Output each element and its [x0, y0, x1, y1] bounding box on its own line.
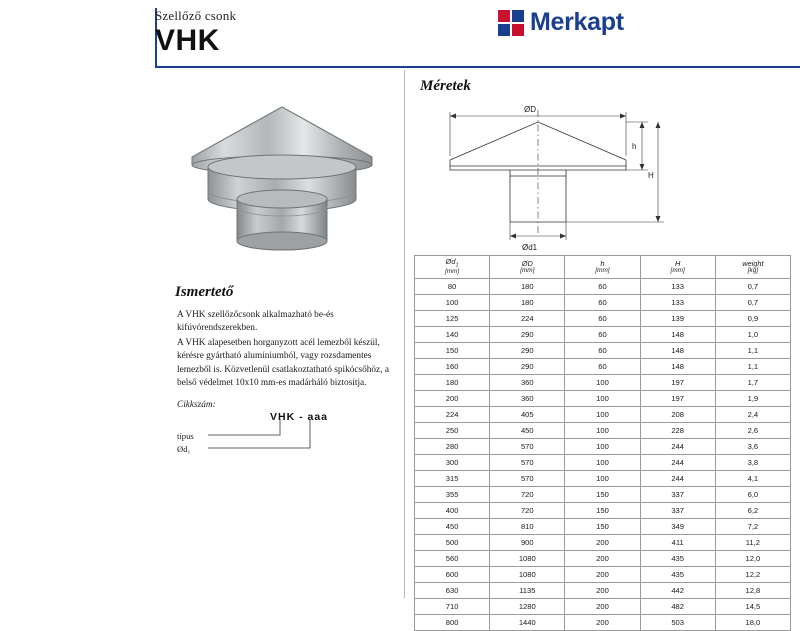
header-divider-rule [155, 66, 800, 68]
table-cell: 200 [565, 567, 640, 583]
drawing-label-H: H [648, 171, 654, 180]
column-divider [404, 70, 405, 598]
table-cell: 60 [565, 327, 640, 343]
table-cell: 360 [490, 375, 565, 391]
table-cell: 1,1 [715, 343, 790, 359]
table-cell: 150 [415, 343, 490, 359]
table-cell: 14,5 [715, 599, 790, 615]
dimensions-heading: Méretek [420, 78, 471, 94]
table-cell: 2,4 [715, 407, 790, 423]
brand-logo [498, 8, 624, 37]
table-cell: 405 [490, 407, 565, 423]
table-cell: 2,6 [715, 423, 790, 439]
table-cell: 200 [565, 551, 640, 567]
table-cell: 1,9 [715, 391, 790, 407]
page-title: VHK [155, 24, 220, 57]
table-cell: 150 [565, 519, 640, 535]
table-cell: 0,7 [715, 279, 790, 295]
table-cell: 100 [565, 375, 640, 391]
column-header-h: h [mm] [565, 256, 640, 279]
table-cell: 180 [490, 295, 565, 311]
product-subtitle: Szellőző csonk [155, 8, 237, 23]
table-cell: 160 [415, 359, 490, 375]
table-cell: 1,0 [715, 327, 790, 343]
table-cell: 337 [640, 487, 715, 503]
table-cell: 148 [640, 359, 715, 375]
table-cell: 100 [565, 391, 640, 407]
table-cell: 720 [490, 487, 565, 503]
table-row [415, 391, 791, 407]
table-cell: 435 [640, 567, 715, 583]
table-cell: 3,6 [715, 439, 790, 455]
table-cell: 18,0 [715, 615, 790, 631]
table-row [415, 519, 791, 535]
table-row [415, 599, 791, 615]
table-cell: 100 [565, 423, 640, 439]
drawing-label-od1: Ød1 [522, 243, 538, 250]
table-cell: 482 [640, 599, 715, 615]
column-header-H: H [mm] [640, 256, 715, 279]
table-cell: 244 [640, 471, 715, 487]
table-cell: 337 [640, 503, 715, 519]
table-row [415, 471, 791, 487]
technical-drawing [420, 100, 670, 250]
table-cell: 180 [415, 375, 490, 391]
table-cell: 100 [565, 407, 640, 423]
table-cell: 1,7 [715, 375, 790, 391]
table-cell: 60 [565, 311, 640, 327]
table-cell: 197 [640, 375, 715, 391]
table-cell: 60 [565, 295, 640, 311]
table-cell: 6,2 [715, 503, 790, 519]
table-cell: 290 [490, 343, 565, 359]
table-row [415, 295, 791, 311]
table-row [415, 487, 791, 503]
column-header-d1: $Ød_1$ [mm] [415, 256, 490, 279]
table-cell: 300 [415, 455, 490, 471]
table-cell: 244 [640, 439, 715, 455]
table-row [415, 567, 791, 583]
table-row [415, 551, 791, 567]
table-cell: 503 [640, 615, 715, 631]
table-cell: 1,1 [715, 359, 790, 375]
description-paragraph-1: A VHK szellőzőcsonk alkalmazható be-és kifúvórendszerekben. [177, 310, 334, 334]
table-row [415, 423, 791, 439]
table-cell: 900 [490, 535, 565, 551]
article-code-legend-type: típus [177, 431, 194, 441]
table-row [415, 455, 791, 471]
table-cell: 208 [640, 407, 715, 423]
table-cell: 450 [415, 519, 490, 535]
table-cell: 1080 [490, 567, 565, 583]
table-cell: 180 [490, 279, 565, 295]
table-cell: 290 [490, 359, 565, 375]
merkapt-mark-icon [498, 10, 524, 36]
table-cell: 80 [415, 279, 490, 295]
table-cell: 570 [490, 439, 565, 455]
table-row [415, 343, 791, 359]
table-body [415, 279, 791, 631]
table-cell: 570 [490, 455, 565, 471]
table-cell: 244 [640, 455, 715, 471]
table-cell: 1440 [490, 615, 565, 631]
table-cell: 500 [415, 535, 490, 551]
table-cell: 442 [640, 583, 715, 599]
table-cell: 250 [415, 423, 490, 439]
table-cell: 810 [490, 519, 565, 535]
table-cell: 140 [415, 327, 490, 343]
description-paragraph-2: A VHK alapesetben horganyzott acél lemezből készül, kérésre gyártható alumíniumból, vagy rozsdamentes lemezből is. Közvetlenül csatlakoztatható spikócsőhöz, a belső védelmet 10x10 mm-es madárháló biztosítja. [177, 338, 389, 389]
table-row [415, 279, 791, 295]
table-cell: 12,2 [715, 567, 790, 583]
table-cell: 6,0 [715, 487, 790, 503]
table-cell: 200 [565, 615, 640, 631]
table-cell: 200 [565, 583, 640, 599]
table-cell: 7,2 [715, 519, 790, 535]
table-row [415, 439, 791, 455]
article-code-leader-lines [170, 405, 400, 460]
table-row [415, 615, 791, 631]
table-cell: 355 [415, 487, 490, 503]
table-cell: 139 [640, 311, 715, 327]
table-cell: 197 [640, 391, 715, 407]
table-cell: 400 [415, 503, 490, 519]
table-cell: 710 [415, 599, 490, 615]
table-cell: 200 [415, 391, 490, 407]
drawing-label-h: h [632, 142, 637, 151]
table-cell: 200 [565, 599, 640, 615]
table-cell: 150 [565, 487, 640, 503]
table-cell: 11,2 [715, 535, 790, 551]
table-row [415, 359, 791, 375]
table-cell: 133 [640, 295, 715, 311]
document-header [155, 8, 800, 66]
table-cell: 150 [565, 503, 640, 519]
table-cell: 4,1 [715, 471, 790, 487]
table-cell: 1135 [490, 583, 565, 599]
table-cell: 411 [640, 535, 715, 551]
table-cell: 1080 [490, 551, 565, 567]
table-cell: 125 [415, 311, 490, 327]
table-cell: 228 [640, 423, 715, 439]
table-cell: 60 [565, 279, 640, 295]
table-cell: 280 [415, 439, 490, 455]
table-cell: 148 [640, 343, 715, 359]
table-row [415, 583, 791, 599]
table-row [415, 375, 791, 391]
table-cell: 12,0 [715, 551, 790, 567]
table-cell: 600 [415, 567, 490, 583]
table-cell: 360 [490, 391, 565, 407]
table-row [415, 503, 791, 519]
column-header-weight: weight [kg] [715, 256, 790, 279]
table-cell: 60 [565, 359, 640, 375]
article-code-pattern: VHK - aaa [270, 411, 329, 423]
table-cell: 100 [565, 439, 640, 455]
table-cell: 148 [640, 327, 715, 343]
table-cell: 200 [565, 535, 640, 551]
table-cell: 570 [490, 471, 565, 487]
column-header-D: ØD [mm] [490, 256, 565, 279]
product-photo [175, 95, 390, 255]
table-cell: 800 [415, 615, 490, 631]
table-row [415, 311, 791, 327]
article-code-legend-d1: Ød₁ [177, 444, 191, 454]
table-cell: 12,8 [715, 583, 790, 599]
table-cell: 60 [565, 343, 640, 359]
description-heading: Ismertető [175, 284, 234, 300]
table-cell: 290 [490, 327, 565, 343]
table-cell: 0,9 [715, 311, 790, 327]
table-cell: 100 [415, 295, 490, 311]
table-cell: 630 [415, 583, 490, 599]
table-cell: 315 [415, 471, 490, 487]
table-cell: 435 [640, 551, 715, 567]
article-code-label: Cikkszám: [177, 400, 216, 410]
table-cell: 720 [490, 503, 565, 519]
table-cell: 100 [565, 455, 640, 471]
table-cell: 450 [490, 423, 565, 439]
table-cell: 1280 [490, 599, 565, 615]
table-cell: 100 [565, 471, 640, 487]
dimensions-table [414, 255, 791, 631]
table-row [415, 407, 791, 423]
table-cell: 0,7 [715, 295, 790, 311]
table-cell: 133 [640, 279, 715, 295]
table-cell: 349 [640, 519, 715, 535]
table-row [415, 327, 791, 343]
table-header-row [415, 256, 791, 279]
table-cell: 224 [490, 311, 565, 327]
brand-name: Merkapt [530, 8, 624, 36]
drawing-label-od: ØD [524, 105, 536, 114]
table-row [415, 535, 791, 551]
table-cell: 3,8 [715, 455, 790, 471]
table-cell: 224 [415, 407, 490, 423]
table-cell: 560 [415, 551, 490, 567]
